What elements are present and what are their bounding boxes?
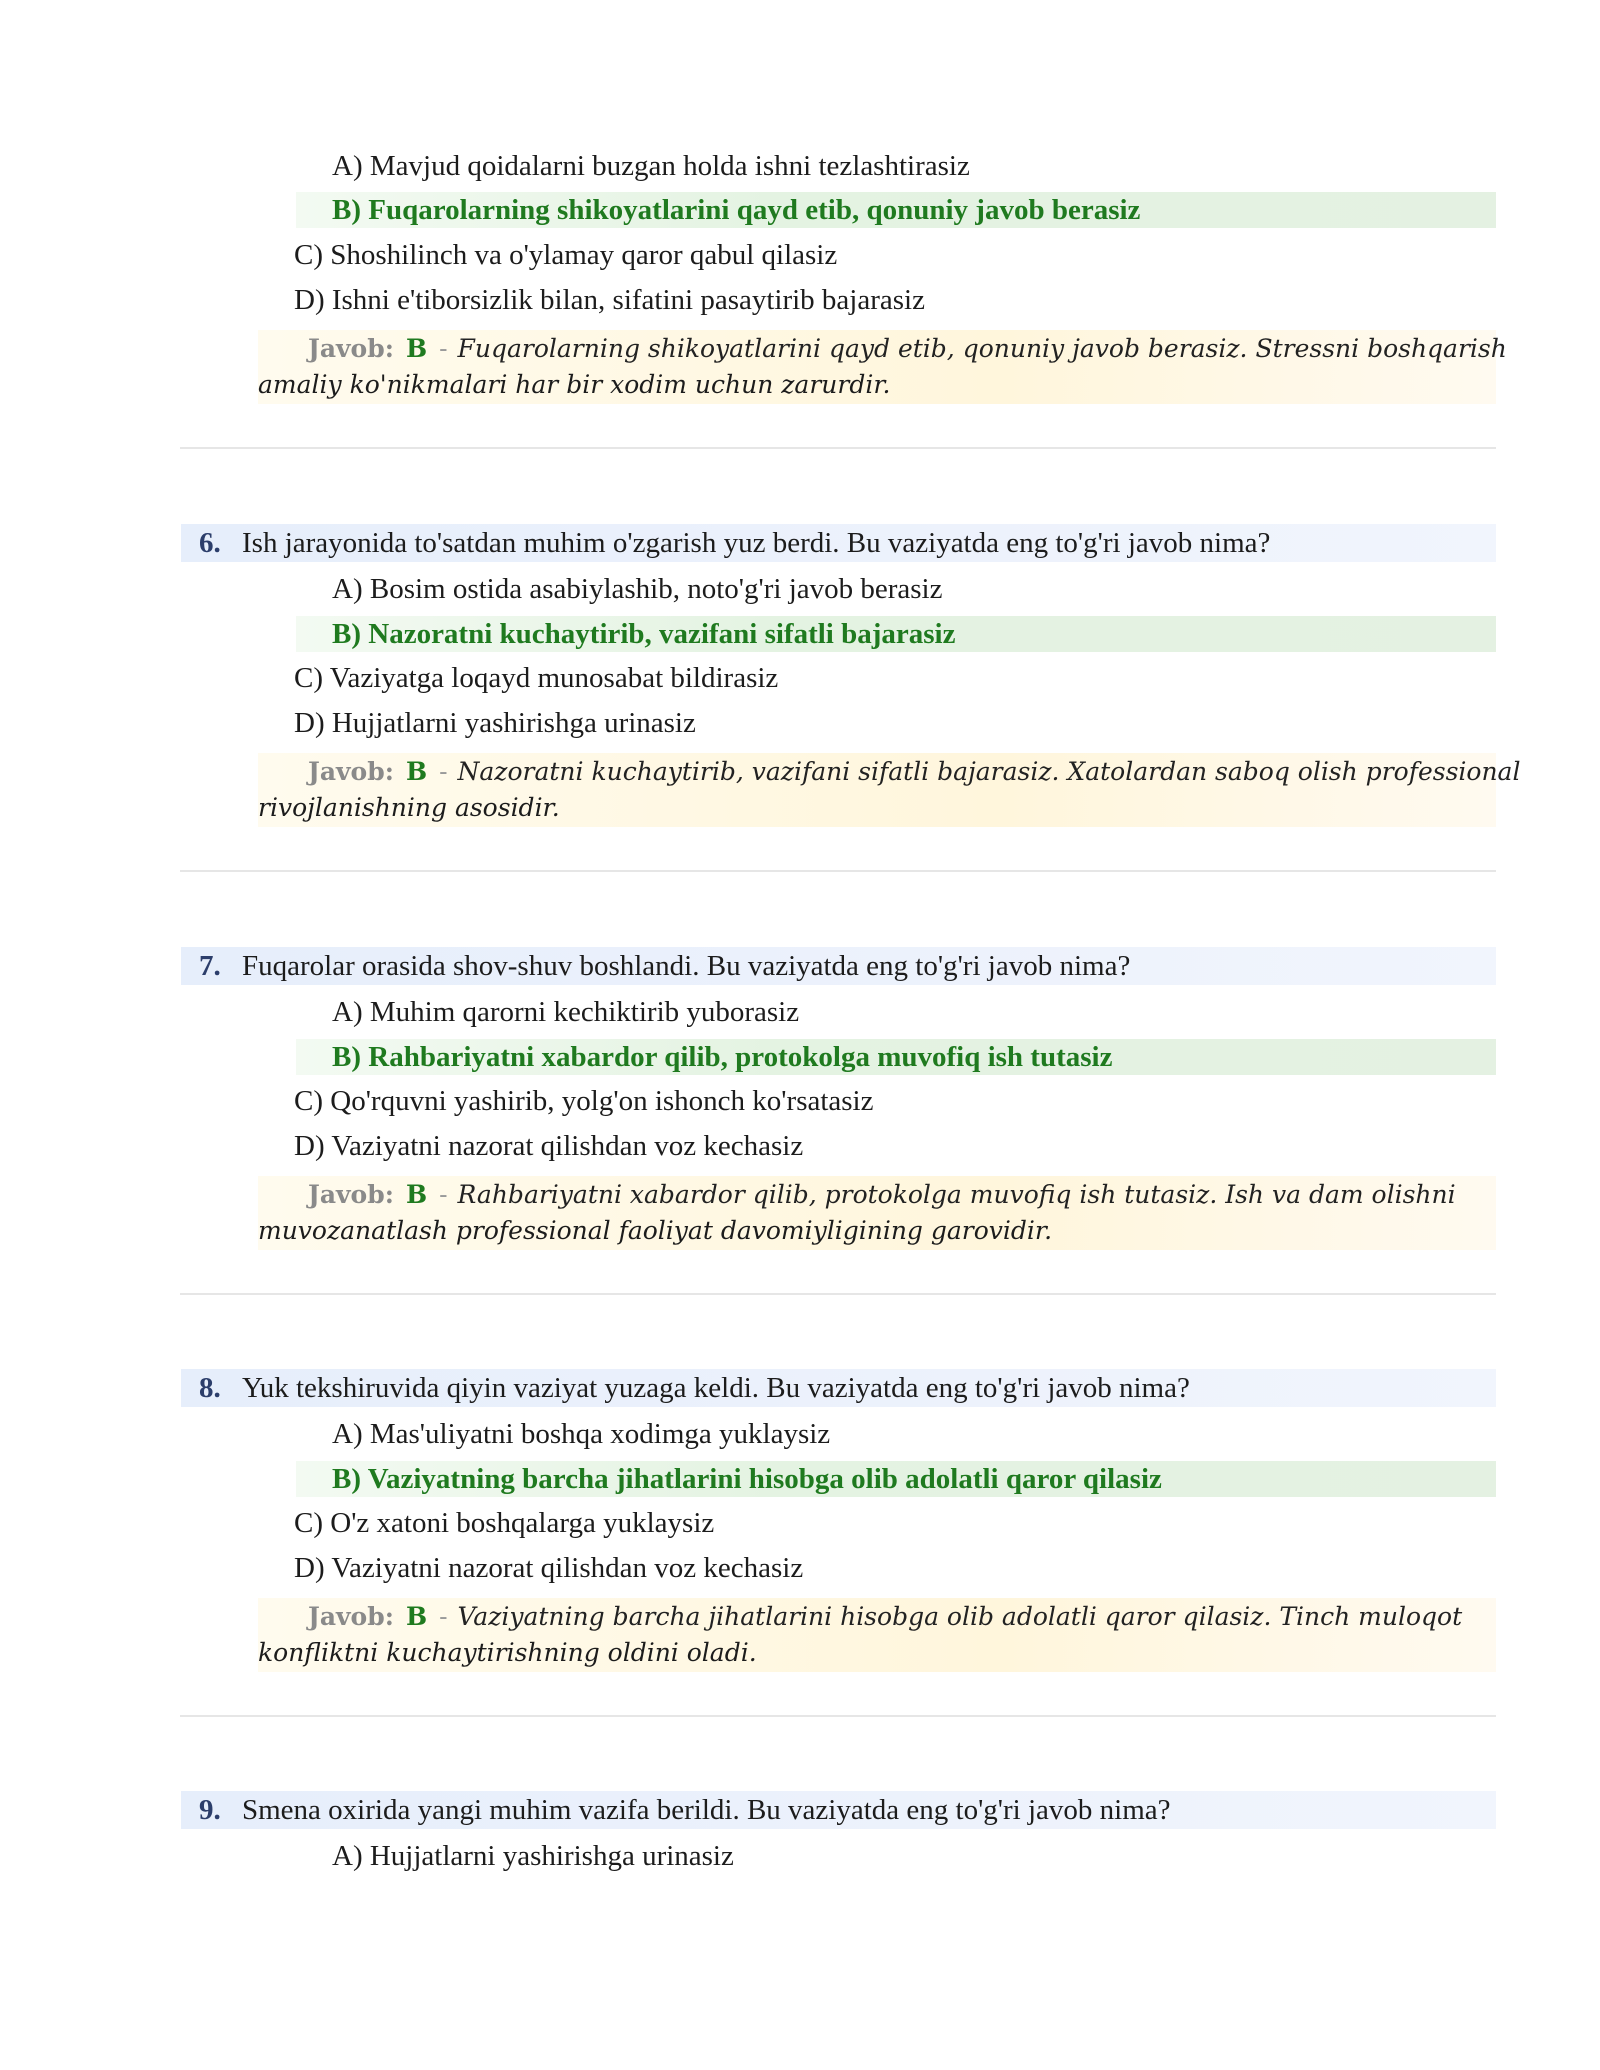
- option-a: A) Mas'uliyatni boshqa xodimga yuklaysiz: [332, 1418, 831, 1450]
- question-text: Smena oxirida yangi muhim vazifa berildi. Bu vaziyatda eng to'g'ri javob nima?: [242, 1794, 1171, 1826]
- option-d: D) Vaziyatni nazorat qilishdan voz kechasiz: [294, 1552, 804, 1584]
- question-header: [181, 947, 1496, 985]
- answer-dash: -: [439, 334, 448, 363]
- answer-box: [258, 1176, 1496, 1250]
- answer-letter: B: [405, 334, 428, 363]
- answer-label: Javob:: [308, 757, 394, 786]
- question-number: 9.: [199, 1794, 221, 1826]
- answer-box: [258, 753, 1521, 827]
- answer-box: [258, 330, 1507, 404]
- answer-explanation: Rahbariyatni xabardor qilib, protokolga muvofiq ish tutasiz. Ish va dam olishni: [457, 1180, 1456, 1209]
- question-header: [181, 1369, 1496, 1407]
- option-d: D) Ishni e'tiborsizlik bilan, sifatini pasaytirib bajarasiz: [294, 284, 925, 316]
- option-d: D) Vaziyatni nazorat qilishdan voz kechasiz: [294, 1130, 804, 1162]
- question-number: 7.: [199, 950, 221, 982]
- answer-explanation: Vaziyatning barcha jihatlarini hisobga olib adolatli qaror qilasiz. Tinch muloqot: [457, 1602, 1463, 1631]
- question-divider: [180, 1293, 1496, 1295]
- question-number: 6.: [199, 527, 221, 559]
- question-text: Yuk tekshiruvida qiyin vaziyat yuzaga keldi. Bu vaziyatda eng to'g'ri javob nima?: [242, 1372, 1190, 1404]
- option-a: A) Bosim ostida asabiylashib, noto'g'ri javob berasiz: [332, 573, 943, 605]
- question-header: [181, 1791, 1496, 1829]
- question-header: [181, 524, 1496, 562]
- answer-explanation-continued: muvozanatlash professional faoliyat davomiyligining garovidir.: [258, 1216, 1053, 1245]
- question-number: 8.: [199, 1372, 221, 1404]
- answer-explanation-continued: rivojlanishning asosidir.: [258, 793, 560, 822]
- option-c: C) Shoshilinch va o'ylamay qaror qabul qilasiz: [294, 239, 838, 271]
- option-a: A) Muhim qarorni kechiktirib yuborasiz: [332, 996, 800, 1028]
- answer-dash: -: [439, 757, 448, 786]
- option-a: A) Hujjatlarni yashirishga urinasiz: [332, 1840, 734, 1872]
- answer-explanation: Nazoratni kuchaytirib, vazifani sifatli bajarasiz. Xatolardan saboq olish professional: [457, 757, 1521, 786]
- answer-box: [258, 1598, 1496, 1672]
- option-c: C) Qo'rquvni yashirib, yolg'on ishonch ko'rsatasiz: [294, 1085, 874, 1117]
- answer-explanation-continued: konfliktni kuchaytirishning oldini oladi.: [258, 1638, 757, 1667]
- answer-letter: B: [405, 1180, 428, 1209]
- answer-letter: B: [405, 1602, 428, 1631]
- answer-label: Javob:: [308, 334, 394, 363]
- question-text: Fuqarolar orasida shov-shuv boshlandi. Bu vaziyatda eng to'g'ri javob nima?: [242, 950, 1131, 982]
- option-b-correct: B) Rahbariyatni xabardor qilib, protokolga muvofiq ish tutasiz: [296, 1039, 1496, 1075]
- answer-explanation: Fuqarolarning shikoyatlarini qayd etib, qonuniy javob berasiz. Stressni boshqarish: [457, 334, 1507, 363]
- answer-explanation-continued: amaliy ko'nikmalari har bir xodim uchun zarurdir.: [258, 370, 891, 399]
- answer-dash: -: [439, 1180, 448, 1209]
- question-divider: [180, 1715, 1496, 1717]
- option-c: C) Vaziyatga loqayd munosabat bildirasiz: [294, 662, 779, 694]
- option-b-correct: B) Vaziyatning barcha jihatlarini hisobga olib adolatli qaror qilasiz: [296, 1461, 1496, 1497]
- question-divider: [180, 447, 1496, 449]
- option-c: C) O'z xatoni boshqalarga yuklaysiz: [294, 1507, 715, 1539]
- option-a: A) Mavjud qoidalarni buzgan holda ishni tezlashtirasiz: [332, 150, 970, 182]
- option-d: D) Hujjatlarni yashirishga urinasiz: [294, 707, 696, 739]
- question-divider: [180, 870, 1496, 872]
- option-b-correct: B) Fuqarolarning shikoyatlarini qayd etib, qonuniy javob berasiz: [296, 192, 1496, 228]
- answer-letter: B: [405, 757, 428, 786]
- question-text: Ish jarayonida to'satdan muhim o'zgarish yuz berdi. Bu vaziyatda eng to'g'ri javob nima?: [242, 527, 1271, 559]
- answer-label: Javob:: [308, 1602, 394, 1631]
- answer-dash: -: [439, 1602, 448, 1631]
- option-b-correct: B) Nazoratni kuchaytirib, vazifani sifatli bajarasiz: [296, 616, 1496, 652]
- answer-label: Javob:: [308, 1180, 394, 1209]
